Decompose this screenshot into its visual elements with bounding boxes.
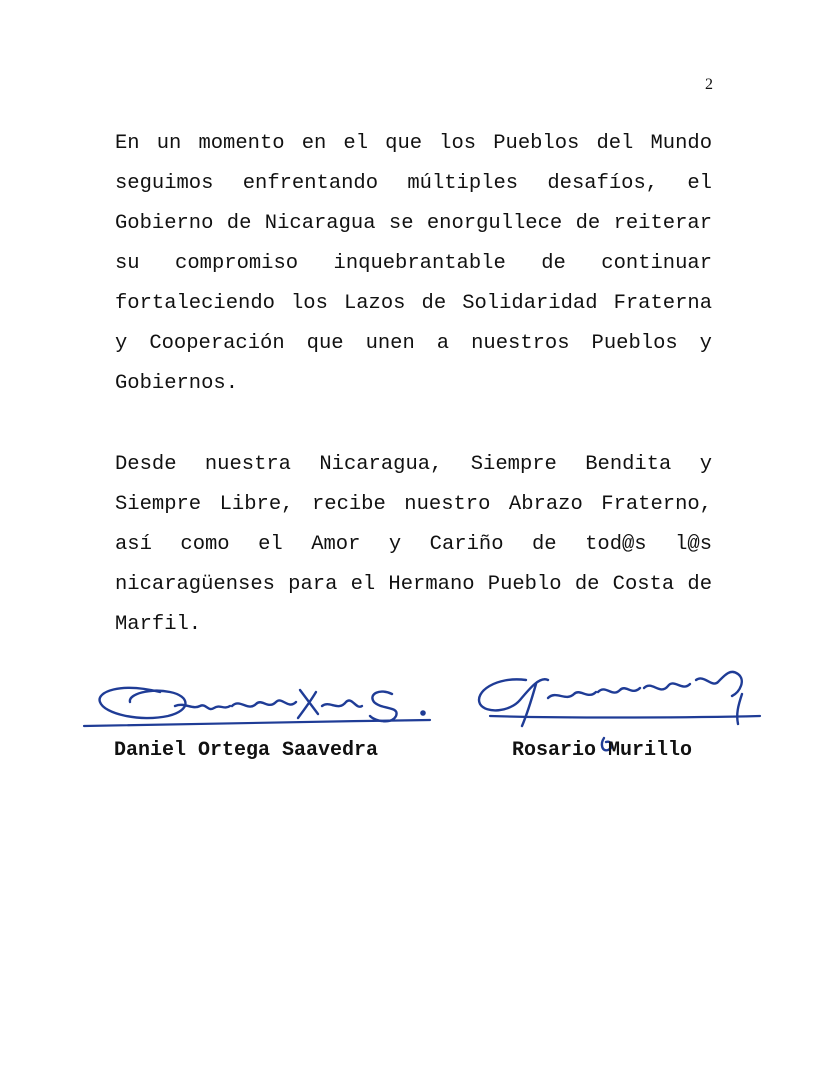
paragraph-2: Desde nuestra Nicaragua, Siempre Bendita y Siempre Libre, recibe nuestro Abrazo Fraterno, así como el Amor y Cariño de tod@s l@s nicaragüenses para el Hermano Pueblo de Costa de Marfil. [115, 453, 712, 636]
paragraph-1: En un momento en el que los Pueblos del Mundo seguimos enfrentando múltiples desafíos, el Gobierno de Nicaragua se enorgullece de reiterar su compromiso inquebrantable de continuar fortaleciendo los Lazos de Solidaridad Fraterna y Cooperación que unen a nuestros Pueblos y Gobiernos. [115, 132, 712, 395]
signatory-name-left: Daniel Ortega Saavedra [114, 739, 379, 762]
signature-left [84, 688, 430, 726]
signatory-name-right: Rosario Murillo [512, 739, 693, 762]
page-number: 2 [705, 76, 713, 93]
signature-block [0, 640, 825, 780]
